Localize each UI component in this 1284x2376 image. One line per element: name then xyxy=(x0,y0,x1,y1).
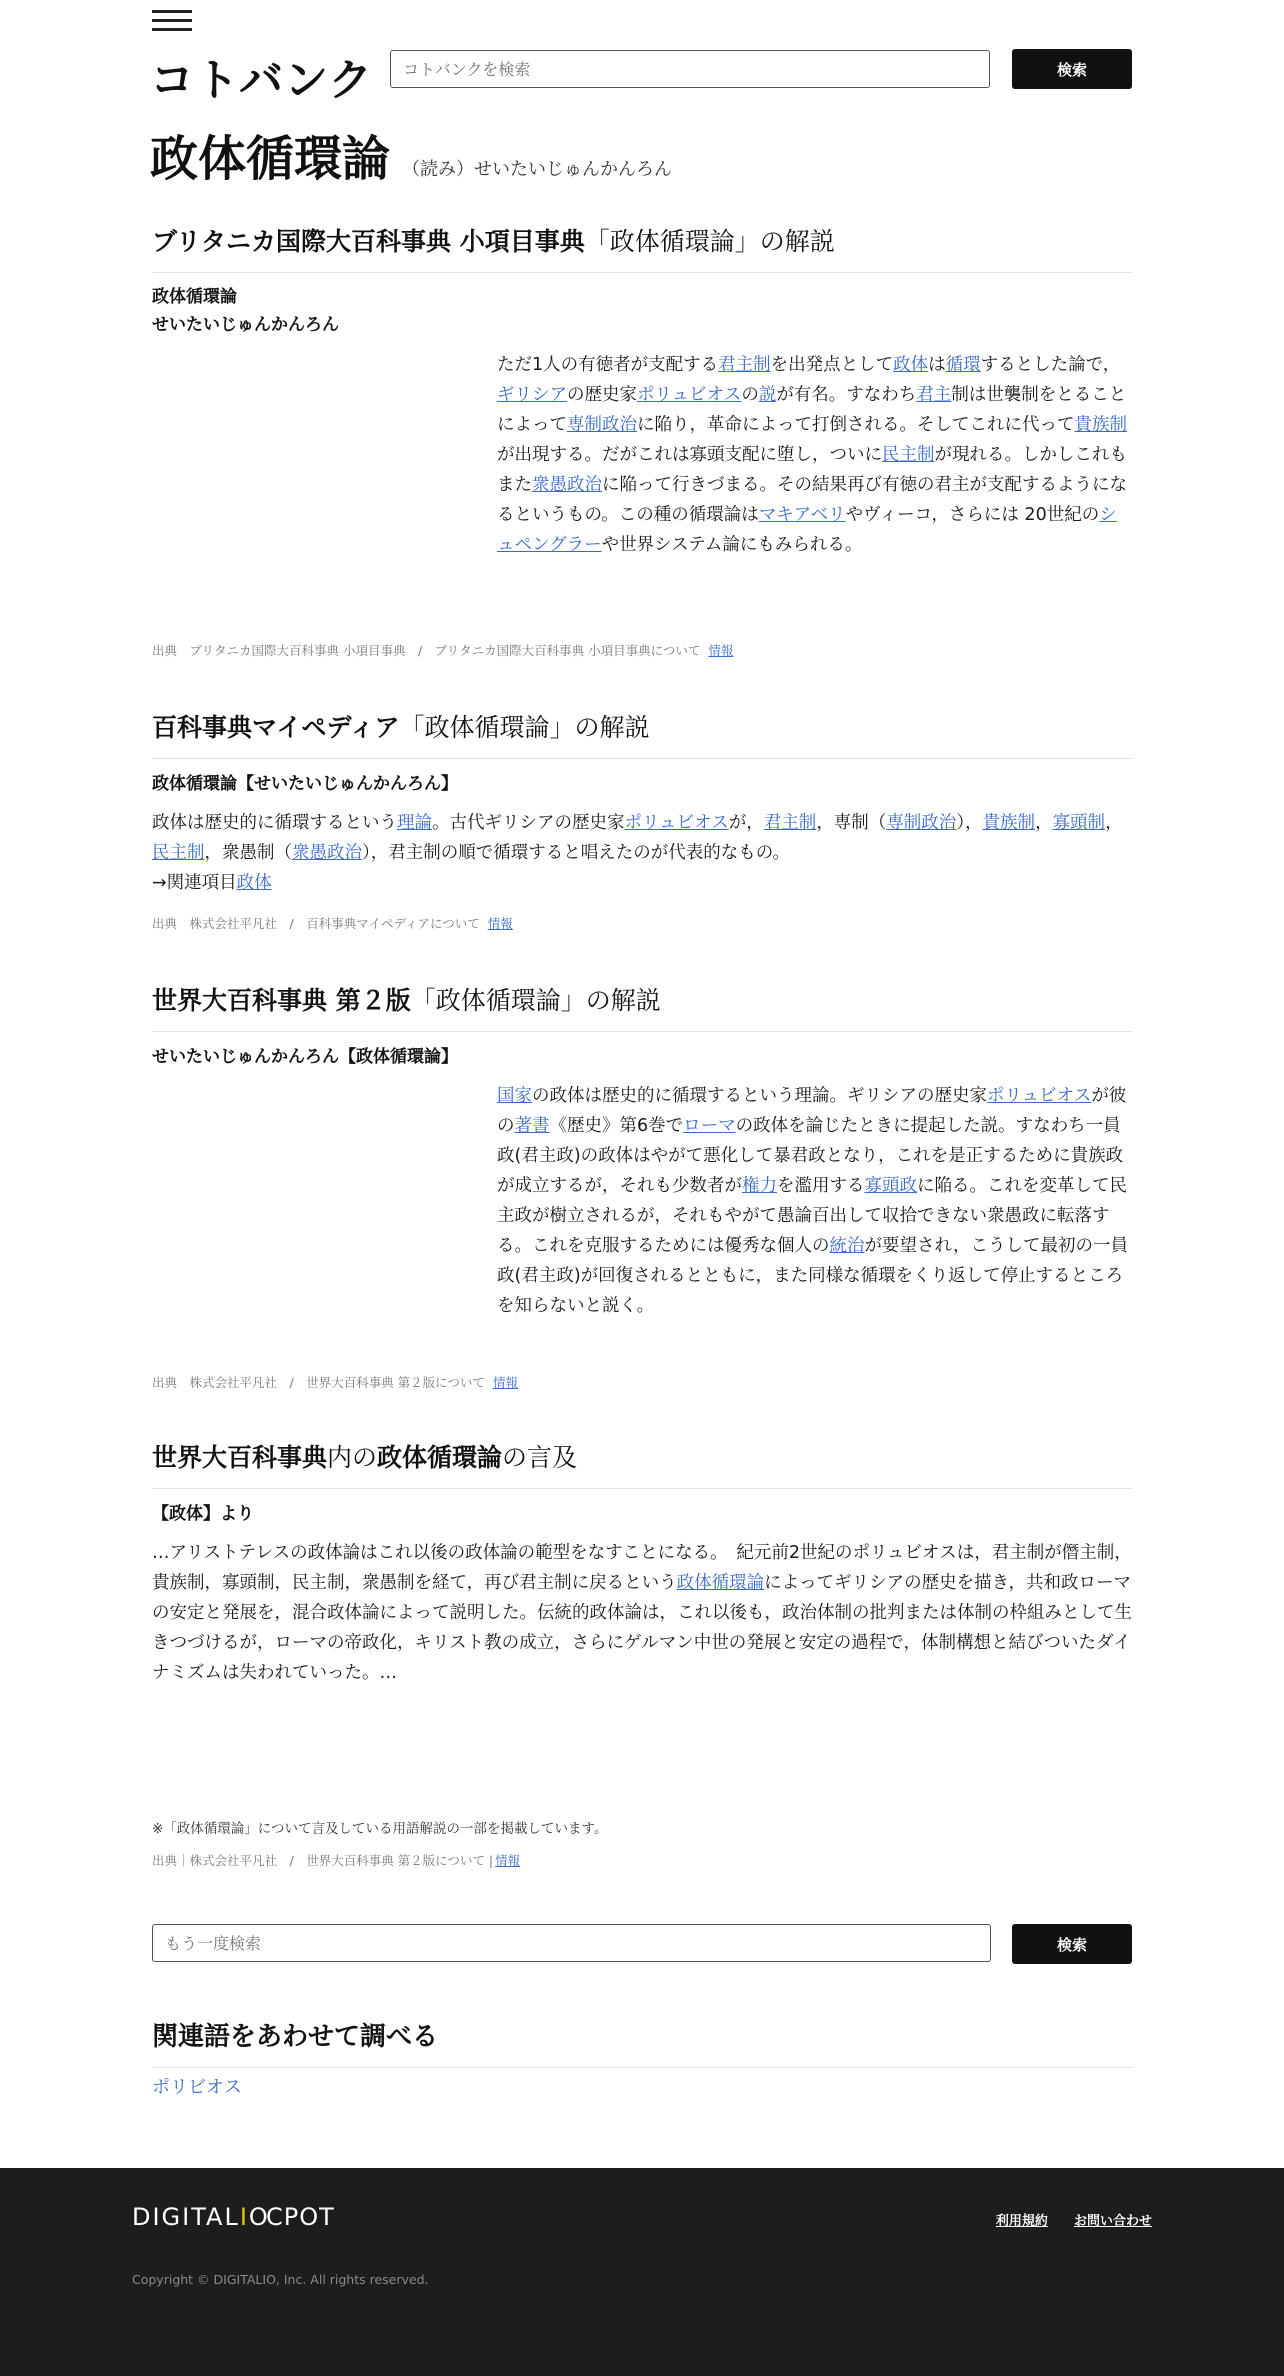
section-heading-suffix: 「政体循環論」の解説 xyxy=(399,713,650,742)
section-heading-dict: 百科事典マイペディア xyxy=(152,713,400,742)
heading-mid: 内の xyxy=(327,1443,378,1472)
copyright: Copyright © DIGITALIO, Inc. All rights reserved. xyxy=(132,2272,429,2287)
body-text: に陥って行きづまる。その結果再び有徳の君主が支配するようになるというもの。この種の循環論は xyxy=(497,475,1127,525)
inline-term-link[interactable]: 権力 xyxy=(742,1176,777,1196)
related-heading: 関連語をあわせて調べる xyxy=(152,2016,1132,2068)
inline-term-link[interactable]: 衆愚政治 xyxy=(292,843,362,863)
body-text: が， xyxy=(728,813,764,833)
inline-term-link[interactable]: 民主制 xyxy=(882,445,935,465)
inline-term-link[interactable]: 寡頭政 xyxy=(864,1176,917,1196)
entry-term-title: 政体循環論 xyxy=(152,287,237,307)
section-heading-mypedia xyxy=(152,708,1132,759)
inline-term-link[interactable]: 政体循環論 xyxy=(676,1573,765,1593)
source-line xyxy=(152,1851,520,1869)
source-line xyxy=(152,1373,518,1391)
inline-term-link[interactable]: 説 xyxy=(758,385,777,405)
section-heading-britannica xyxy=(152,222,1132,273)
inline-term-link[interactable]: 国家 xyxy=(497,1086,532,1106)
site-logo[interactable]: コトバンク xyxy=(150,55,374,106)
body-text: が出現する。だがこれは寡頭支配に堕し，ついに xyxy=(497,445,882,465)
source-text: 出典 株式会社平凡社 / 世界大百科事典 第２版について xyxy=(152,1375,485,1390)
inline-term-link[interactable]: 貴族制 xyxy=(982,813,1036,833)
body-text: が現れる。しかしこれもまた xyxy=(497,445,1127,495)
search-again-input[interactable] xyxy=(152,1924,991,1962)
inline-term-link[interactable]: 理論 xyxy=(397,813,432,833)
inline-term-link[interactable]: ポリュビオス xyxy=(987,1086,1092,1106)
related-term-link[interactable]: ポリビオス xyxy=(152,2077,242,2098)
body-text: の xyxy=(741,385,759,405)
info-link[interactable]: 情報 xyxy=(708,643,734,658)
source-line xyxy=(152,914,513,932)
menu-icon[interactable] xyxy=(152,10,192,34)
body-text: が有名。すなわち xyxy=(776,385,917,405)
body-text: 。古代ギリシアの歴史家 xyxy=(432,813,625,833)
inline-term-link[interactable]: 寡頭制 xyxy=(1052,813,1106,833)
source-text: 出典 ブリタニカ国際大百科事典 小項目事典 / ブリタニカ国際大百科事典 小項目事典について xyxy=(152,643,701,658)
body-text: に陥る。これを変革して民主政が樹立されるが，それもやがて愚論百出して収拾できない衆愚政に転落する。これを克服するためには優秀な個人の xyxy=(497,1176,1127,1256)
entry-term-title: 政体循環論【せいたいじゅんかんろん】 xyxy=(152,774,458,794)
search-button[interactable]: 検索 xyxy=(1012,49,1132,89)
body-text: ，専制（ xyxy=(816,813,887,833)
inline-term-link[interactable]: 循環 xyxy=(945,355,981,375)
footer-links xyxy=(974,2210,1152,2229)
inline-term-link[interactable]: 貴族制 xyxy=(1074,415,1127,435)
entry-body xyxy=(497,1081,1129,1321)
source-text: 出典｜株式会社平凡社 / 世界大百科事典 第２版について | xyxy=(152,1853,494,1868)
related-prefix: →関連項目 xyxy=(152,873,237,893)
inline-term-link[interactable]: ローマ xyxy=(683,1116,736,1136)
heading-end: の言及 xyxy=(502,1443,578,1472)
body-text: ，衆愚制（ xyxy=(204,843,292,863)
inline-term-link[interactable]: マキアベリ xyxy=(758,505,846,525)
body-text: ， xyxy=(1105,813,1123,833)
related-item-link[interactable]: 政体 xyxy=(236,873,272,893)
body-text: ）， xyxy=(956,813,983,833)
digitalio-logo[interactable] xyxy=(132,2203,270,2231)
page-title-term: 政体循環論 xyxy=(150,131,391,187)
inline-term-link[interactable]: 民主制 xyxy=(152,843,205,863)
body-text: 政体は歴史的に循環するという xyxy=(152,813,397,833)
entry-term-title: せいたいじゅんかんろん【政体循環論】 xyxy=(152,1047,458,1067)
inline-term-link[interactable]: ポリュビオス xyxy=(637,385,742,405)
body-text: を出発点として xyxy=(770,355,894,375)
body-text: の歴史家 xyxy=(567,385,637,405)
body-text: 制は世襲制をとることによって xyxy=(497,385,1127,435)
body-text: するとした論で， xyxy=(980,355,1121,375)
inline-term-link[interactable]: 君主制 xyxy=(763,813,817,833)
body-text: を濫用する xyxy=(777,1176,865,1196)
body-text: やヴィーコ，さらには 20世紀の xyxy=(845,505,1100,525)
entry-body xyxy=(497,350,1129,560)
inline-term-link[interactable]: 衆愚政治 xyxy=(532,475,602,495)
info-link[interactable]: 情報 xyxy=(495,1853,521,1868)
entry-term-reading: せいたいじゅんかんろん xyxy=(152,315,339,335)
info-link[interactable]: 情報 xyxy=(487,916,513,931)
inline-term-link[interactable]: 君主制 xyxy=(718,355,771,375)
inline-term-link[interactable]: 専制政治 xyxy=(567,415,637,435)
body-text: が彼の xyxy=(497,1086,1127,1136)
footer xyxy=(0,2168,1284,2376)
inline-term-link[interactable]: シュペングラー xyxy=(497,505,1117,555)
inline-term-link[interactable]: ギリシア xyxy=(497,385,567,405)
entry-term xyxy=(152,283,339,339)
section-heading-dict: 世界大百科事典 第２版 xyxy=(152,986,411,1015)
terms-link[interactable]: 利用規約 xyxy=(995,2214,1048,2229)
cpot-logo[interactable]: CPOT xyxy=(266,2203,335,2231)
heading-term: 政体循環論 xyxy=(377,1443,503,1472)
heading-dict: 世界大百科事典 xyxy=(152,1443,328,1472)
logo-part: I xyxy=(239,2203,249,2231)
body-text: や世界システム論にもみられる。 xyxy=(601,535,863,555)
body-text: ， xyxy=(1035,813,1053,833)
body-text: に陥り，革命によって打倒される。そしてこれに代って xyxy=(637,415,1075,435)
inline-term-link[interactable]: 統治 xyxy=(829,1236,865,1256)
section-heading-suffix: 「政体循環論」の解説 xyxy=(584,227,835,256)
search-again-button[interactable]: 検索 xyxy=(1012,1924,1132,1964)
logo-part: DIGITAL xyxy=(132,2203,240,2231)
body-text: ただ1人の有徳者が支配する xyxy=(497,355,719,375)
body-text: …アリストテレスの政体論はこれ以後の政体論の範型をなすことになる。 紀元前2世紀のポリュビオスは，君主制が僭主制，貴族制，寡頭制，民主制，衆愚制を経て，再び君主制に戻るという xyxy=(152,1543,1132,1593)
body-text: が要望され，こうして最初の一員政(君主政)が回復されるとともに，また同様な循環をくり返して停止するところを知らないと説く。 xyxy=(497,1236,1129,1316)
body-text: の政体を論じたときに提起した説。すなわち一員政(君主政)の政体はやがて悪化して暴君政となり，これを是正するために貴族政が成立するが，それも少数者が xyxy=(497,1116,1124,1196)
mention-note: ※「政体循環論」について言及している用語解説の一部を掲載しています。 xyxy=(152,1821,608,1837)
info-link[interactable]: 情報 xyxy=(492,1375,518,1390)
section-heading-mention xyxy=(152,1438,1132,1489)
entry-body xyxy=(152,808,1132,898)
inline-term-link[interactable]: 著書 xyxy=(514,1116,550,1136)
body-text: によってギリシアの歴史を描き，共和政ローマの安定と発展を，混合政体論によって説明した。伝統的政体論は，これ以後も，政治体制の批判または体制の枠組みとして生きつづけるが，ローマの帝政化，キリスト教の成立，さらにゲルマン中世の発展と安定の過程で，体制構想と結びついたダイナミズムは失われていった。… xyxy=(152,1573,1132,1683)
page-title xyxy=(150,120,672,189)
body-text: 《歴史》第6巻で xyxy=(549,1116,684,1136)
inline-term-link[interactable]: 専制政治 xyxy=(886,813,957,833)
body-text: の政体は歴史的に循環するという理論。ギリシアの歴史家 xyxy=(532,1086,987,1106)
search-input[interactable] xyxy=(390,50,990,88)
inline-term-link[interactable]: ポリュビオス xyxy=(624,813,729,833)
source-text: 出典 株式会社平凡社 / 百科事典マイペディアについて xyxy=(152,916,480,931)
section-heading-suffix: 「政体循環論」の解説 xyxy=(410,986,661,1015)
contact-link[interactable]: お問い合わせ xyxy=(1073,2214,1152,2229)
body-text: ），君主制の順で循環すると唱えたのが代表的なもの。 xyxy=(362,843,791,863)
section-heading-sekai xyxy=(152,981,1132,1032)
page-title-reading: （読み）せいたいじゅんかんろん xyxy=(402,159,673,180)
body-text: は xyxy=(928,355,946,375)
inline-term-link[interactable]: 君主 xyxy=(916,385,952,405)
section-heading-dict: ブリタニカ国際大百科事典 小項目事典 xyxy=(152,227,585,256)
logo-part: O xyxy=(248,2203,270,2231)
mention-source-entry: 【政体】より xyxy=(152,1504,254,1524)
source-line xyxy=(152,641,733,659)
mention-body xyxy=(152,1538,1132,1688)
entry-body-text xyxy=(152,813,1123,863)
inline-term-link[interactable]: 政体 xyxy=(893,355,929,375)
